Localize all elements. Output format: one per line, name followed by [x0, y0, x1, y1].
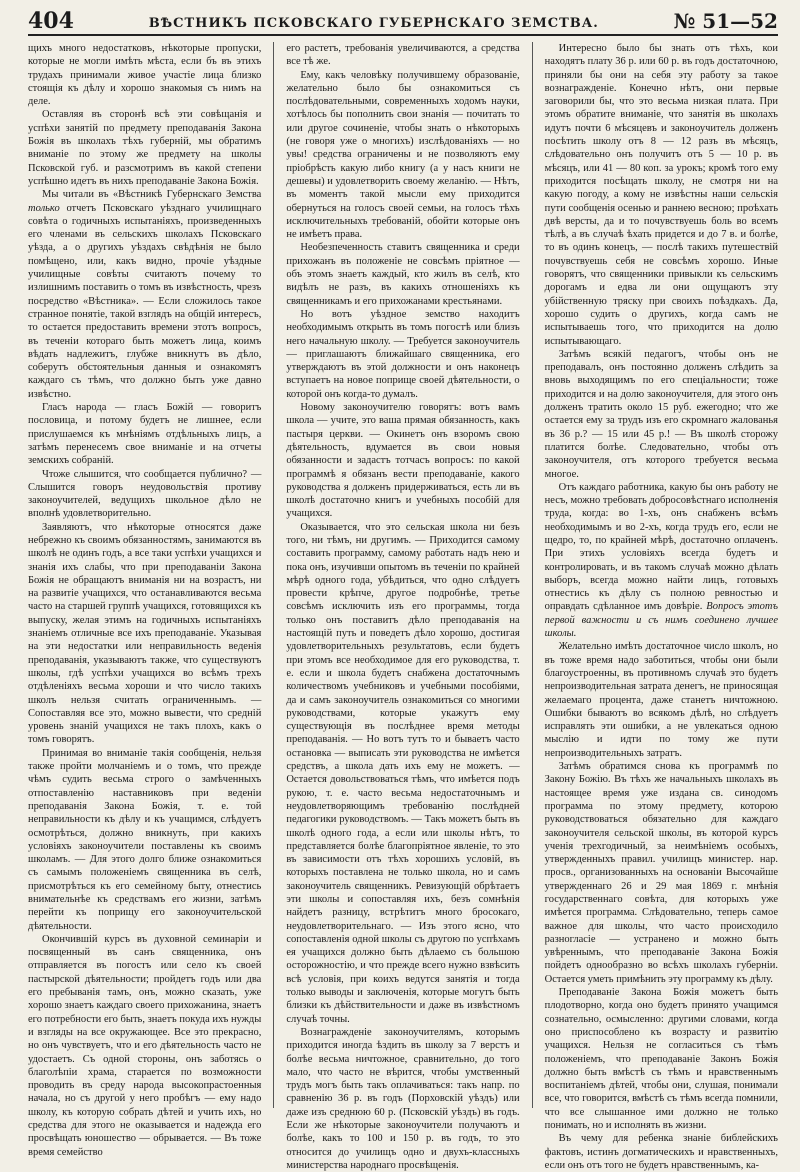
paragraph: Но вотъ уѣздное земство находитъ необходимымъ открыть въ томъ погостѣ или близъ него начальную школу. — Требуется законоучитель — приглашаютъ ближайшаго священника, его утверждаютъ въ этой должности и онъ наконецъ вступаетъ на новое поприще своей дѣятельности, о которой онъ когда-то думалъ.	[286, 308, 520, 400]
column-divider	[273, 42, 274, 1108]
paragraph: Мы читали въ «Вѣстникѣ Губернскаго Земства только отчетъ Псковскаго уѣзднаго училищнаго совѣта о годичныхъ испытаніяхъ, произведенныхъ его членами въ сельскихъ школахъ Псковскаго уѣзда, а о другихъ уѣздахъ свѣдѣнія не было помѣщено, или, какъ видно, прочіе уѣздные училищные совѣты считаютъ почему то излишнимъ поставить о томъ въ извѣстность, чрезъ посредство «Вѣстника». — Если сложилось такое странное понятіе, такой взглядъ на общій интересъ, то остается предоставить времени этотъ вопросъ, въ теченіи котораго быть можетъ лица, коимъ вѣдать надлежитъ, глубже вникнутъ въ дѣло, соберутъ обстоятельныя данныя и ознакомятъ каждаго съ тѣмъ, что должно быть уже давно извѣстно.	[28, 189, 262, 400]
issue-number: № 51—52	[673, 9, 778, 33]
paragraph: Гласъ народа — гласъ Божій — говоритъ пословица, и потому будетъ не лишнее, если прислушаемся къ мнѣніямъ отдѣльныхъ лицъ, а затѣмъ перенесемъ свое вниманіе и на отчеты земскихъ собраній.	[28, 402, 262, 467]
paragraph: Преподаваніе Закона Божія можетъ быть плодотворно, когда оно будетъ принято учащимся сознательно, осмысленно: другими словами, когда оно приспособлено къ возрасту и развитію учащихся. Нельзя не согласиться съ тѣмъ положеніемъ, что преподаваніе Законъ Божія должно быть вмѣстѣ съ тѣмъ и нравственнымъ воспитаніемъ дѣтей, чтобы они, слушая, понимали все, что говорится, вмѣстѣ съ тѣмъ всегда помнили, что все слышанное ими должно не только понимать, но и исполнять въ жизни.	[544, 987, 778, 1132]
column-2	[286, 42, 520, 1171]
paragraph: Вознагражденіе законоучителямъ, которымъ приходится иногда ѣздить въ школу за 7 верстъ и болѣе весьма ничтожное, сравнительно, до того мало, что часто не вѣрится, чтобы умственный трудъ могъ быть такъ оплачиваться: такъ напр. по сравненію 36 р. въ годъ (Порховскій уѣздъ) или даже изъ среднюю 60 р. (Псковскій уѣздъ) въ годъ. Если же нѣкоторые законоучители получаютъ и болѣе, какъ то 100 и 150 р. въ годъ, то это относится до училищъ одно и двухъ-классныхъ министерства народнаго просвѣщенія.	[286, 1026, 520, 1171]
paragraph: Оставляя въ сторонѣ всѣ эти совѣщанія и успѣхи занятій по предмету преподаванія Закона Божія въ школахъ тѣхъ губерній, мы обратимъ вниманіе по этому же предмету на школы Псковской губ. и разсмотримъ въ какой степени успѣшно идетъ въ нихъ преподаваніе Закона Божія.	[28, 109, 262, 187]
emphasized-word: только	[28, 202, 60, 214]
paragraph: Отъ каждаго работника, какую бы онъ работу не несъ, можно требовать добросовѣстнаго исполненія труда, когда: во 1-хъ, онъ снабженъ всѣмъ необходимымъ и во 2-хъ, когда трудъ его, если не щедро, то, по крайней мѣрѣ, достаточно оплаченъ. При этихъ условіяхъ всегда будетъ и контролировать, и въ такомъ случаѣ можно дѣлать выборъ, всегда можно найти лицъ, готовыхъ отнестись къ дѣлу съ полною ревностью и оправдать сдѣланное имъ довѣріе. Вопросъ этотъ первой важности и съ нимъ соединено лучшее школы.	[544, 481, 778, 640]
page-header	[28, 4, 778, 36]
paragraph: Окончившій курсъ въ духовной семинаріи и посвященный въ санъ священника, онъ отправляется въ погостъ или село къ своей пастырской дѣятельности; пройдетъ годъ или два его пребыванія тамъ, онъ, можно сказать, уже хорошо знаетъ каждаго своего прихожанина, знаетъ его потребности его быть, знаетъ покуда ихъ нужды и взгляды на все окружающее. Все это прекрасно, но онъ чувствуетъ, что и его дѣятельность часто не удостаетъ. Съ одной стороны, онъ заботясь о благолѣпіи храма, старается по возможности проводить въ среду народа высокопрастоенныя начала, но съ другой у него пробѣгъ — ему надо школу, къ которую собрать дѣтей и учить ихъ, но средства для этого не оказывается и надежда его просвѣщать юношество — обрывается. — Въ тоже время семейство	[28, 933, 262, 1158]
column-3	[544, 42, 778, 1171]
column-divider	[532, 42, 533, 1108]
paragraph: Оказывается, что это сельская школа ни безъ того, ни тѣмъ, ни другимъ. — Приходится самому составить программу, самому работать надъ нею и пока онъ, изучивши опытомъ въ теченіи по крайней мѣрѣ одного года, убѣдиться, что одно слѣдуетъ провести крѣпче, другое подробнѣе, третье совсѣмъ исключить изъ его программы, тогда только онъ поставитъ дѣло преподаванія на настоящій путь и поведетъ дѣло хорошо, достигая удовлетворительныхъ результатовъ, если будетъ при этомъ все необходимое для его руководства, т. е. если и школа будетъ снабжена достаточнымъ количествомъ учебниковъ и учебными пособіями, да и самъ законоучитель ознакомиться со многими руководствами, которые укажутъ ему существующія въ послѣднее время методы преподаванія. — Но вотъ тутъ то и бываетъ часто остановка — выписать эти руководства не имѣется средствъ, а школа дать ихъ ему не можетъ. — Остается довольствоваться тѣмъ, что имѣется подъ рукою, т. е. часто весьма недостаточнымъ и неудовлетворяющимъ требованію послѣдней педагогики руководствомъ. — Такъ можетъ быть въ школѣ одного года, а если или школы нѣтъ, то представляется болѣе благопріятное явленіе, то это въ зависимости отъ тѣхъ хорошихъ условій, въ которыхъ поставлена не только школа, но и самъ законоучитель священникъ. Ревизующій обрѣтаетъ эти школы и сопоставляя ихъ, безъ сомнѣнія найдетъ разницу, встрѣтитъ много бросокаго, неудовлетворительнаго. — Изъ этого ясно, что сопоставленія одной школы съ другою по успѣхамъ ея учащихся должно быть дѣлаемо съ большою осторожностію, и что прежде всего нужно взвѣсить всѣ условія, при коихъ ведутся занятія и тогда только выводы и заключенія, которые могутъ быть близки къ дѣйствительности и даже въ извѣстномъ случаѣ точны.	[286, 521, 520, 1025]
paragraph: Новому законоучителю говорятъ: вотъ вамъ школа — учите, это ваша прямая обязанность, какъ пастыря церкви. — Окинетъ онъ взоромъ свою дѣятельность, вдумается въ свои новыя обязанности и задастъ тотчасъ вопросъ: по какой программѣ я обязанъ вести преподаваніе, какого руководства я долженъ придерживаться, есть ли въ школѣ достаточно книгъ и учебныхъ пособій для учащихся.	[286, 402, 520, 520]
journal-title: ВѢСТНИКЪ ПСКОВСКАГО ГУБЕРНСКАГО ЗЕМСТВА.	[148, 16, 599, 31]
page-number: 404	[28, 8, 74, 34]
paragraph: Чтоже слышится, что сообщается публично? — Слышится говоръ неудовольствія противу законоучителей, ведущихъ школьное дѣло не вполнѣ удовлетворительно.	[28, 468, 262, 520]
paragraph: щихъ много недостатковъ, нѣкоторые пропуски, которые не могли имѣть мѣста, если бъ въ этихъ трудахъ принимали живое участіе лица близко стоящія къ дѣлу и хорошо знакомыя съ нимъ на деле.	[28, 43, 262, 108]
paragraph: Принимая во вниманіе такія сообщенія, нельзя также пройти молчаніемъ и о томъ, что прежде чѣмъ судить весьма строго о замѣченныхъ отпоставленію наставниковъ при веденіи преподаванія Закона Божія, т. е. той неправильности къ дѣлу и къ учащимся, слѣдуетъ осмотрѣться, должно вникнуть, при какихъ условіяхъ законоучители поставлены къ своимъ школамъ. — Для этого долго ближе ознакомиться съ самымъ положеніемъ священника въ селѣ, присмотрѣться къ его семейному быту, отнестись внимательнѣе къ средствамъ его жизни, затѣмъ перейти къ поприщу его законоучительской дѣятельности.	[28, 747, 262, 932]
emphasized-sentence: Вопросъ этотъ первой важности и съ нимъ соединено лучшее школы.	[544, 601, 778, 640]
column-1	[28, 42, 262, 1158]
paragraph: Заявляютъ, что нѣкоторые относятся даже небрежно къ своимъ обязанностямъ, занимаются въ школѣ не одинъ годъ, а все таки успѣхи учащихся и знанія ихъ слабы, что при преподаваніи Закона Божія не обращаютъ вниманія ни на возрастъ, ни на развитіе учащихся, что останавливаются весьма часто на старшей группѣ учащихся, готовящихся къ выпуску, желая этимъ на годичныхъ испытаніяхъ знаніемъ отличные все ихъ преподаваніе. Указывая на эти недостатки или неправильность веденія преподаванія, указываютъ также, что существуютъ школы, гдѣ успѣхи учащихся во всѣмъ трехъ отдѣленіяхъ весьма хороши и что число такихъ школъ нельзя считать ограниченнымъ. — Сопоставляя все это, можно вывести, что средній уровень знаній учащихся не такъ плохъ, какъ о томъ говорятъ.	[28, 521, 262, 746]
paragraph: Интересно было бы знать отъ тѣхъ, кои находятъ плату 36 р. или 60 р. въ годъ достаточною, приняли бы они на себя эту работу за такое вознагражденіе. Конечно нѣтъ, они первые заговорили бы, что это весьма низкая плата. При этомъ обратите вниманіе, что занятія въ школахъ идутъ почти 6 мѣсяцевъ и законоучитель долженъ посѣтить школу отъ 8 — 12 разъ въ мѣсяцъ, слѣдовательно онъ получитъ отъ 5 — 10 р. въ мѣсяцъ, или 41 — 80 коп. за урокъ; кромѣ того ему приходится посѣщать школу, не смотря ни на какую погоду, а кому не извѣстны наши сельскія пути сообщенія осенью и раннею весною; проѣхать двѣ версты, да и то почувствуешь боль во всемъ тѣлѣ, а въ случаѣ ѣхать придется и до 7 в. и болѣе, то въ одинъ конецъ, — послѣ такихъ путешествій почувствуешь себя не совсѣмъ хорошо. Иные говорятъ, что священники привыкли къ сельскимъ дорогамъ и едва ли они ощущаютъ эту убійственную тряску при своихъ поѣздкахъ. Да, хорошо судить о другихъ, когда самъ не испытываешь того, что приходится на долю испытывающаго.	[544, 43, 778, 347]
paragraph: Затѣмъ обратимся снова къ программѣ по Закону Божію. Въ тѣхъ же начальныхъ школахъ въ настоящее время уже издана св. синодомъ программа по этому предмету, которою руководствоваться обязательно для каждаго законоучителя сельской школы, въ которой курсъ ученія трехгодичный, за неимѣніемъ особыхъ, утвержденныхъ правил. училищъ министер. нар. просв., организованныхъ на основаніи Высочайше утвержденнаго 26 и 29 мая 1869 г. мнѣнія государственнаго совѣта, для которыхъ уже имѣется программа. Слѣдовательно, теперь самое важное для школы, что часто происходило разногласіе — устранено и можно быть увѣреннымъ, что преподаваніе Закона Божія пойдетъ однообразно во всѣхъ школахъ губерніи. Остается уметь примѣнить эту программу къ дѣлу.	[544, 761, 778, 985]
text-columns	[28, 42, 778, 1171]
paragraph: Въ чему для ребенка знаніе библейскихъ фактовъ, истинъ догматическихъ и нравственныхъ, если онъ отъ того не будетъ нравственнымъ, ка-	[544, 1133, 778, 1171]
paragraph: Желательно имѣть достаточное число школъ, но въ тоже время надо заботиться, чтобы они были благоустроенны, въ противномъ случаѣ это будетъ непроизводительная затрата денегъ, не приносящая желаемаго процента, даже станетъ ничтожною. Ошибки бываютъ во всякомъ дѣлѣ, но слѣдуетъ исправлять эти ошибки, а не увлекаться одною мыслію и идти по тому же пути непроизводительныхъ затратъ.	[544, 641, 778, 759]
paragraph: Необезпеченность ставитъ священника и среди прихожанъ въ положеніе не совсѣмъ пріятное — объ этомъ знаетъ каждый, кто жилъ въ селѣ, кто видѣлъ не разъ, въ какихъ отношеніяхъ къ священникамъ и его прихожанами крестьянами.	[286, 242, 520, 307]
paragraph: его растетъ, требованія увеличиваются, а средства все тѣ же.	[286, 43, 520, 68]
paragraph: Ему, какъ человѣку получившему образованіе, желательно было бы ознакомиться съ послѣдовательными, современныхъ ходомъ науки, хотѣлось бы пополнить свои знанія — почитать то или другое сочиненіе, чтобы знать о нѣкоторыхъ (не говоря уже о многихъ) изслѣдованіяхъ — но увы! средства ограничены и не позволяютъ ему пріобрѣсть какую либо книгу (а у насъ книги не дешевы) и удовлетворить своему желанію. — Нѣтъ, въ моментъ такой мысли ему приходится обернуться на голосъ своей семьи, на голосъ тѣхъ исключительныхъ требованій, обойти которые онъ не имѣетъ права.	[286, 69, 520, 241]
paragraph: Затѣмъ всякій педагогъ, чтобы онъ не преподавалъ, онъ постоянно долженъ слѣдить за вновь выходящимъ по его спеціальности; тоже приходится и на долю законоучителя, для этого онъ долженъ тратить около 15 руб. ежегодно; что же остается ему за трудъ изъ его скромнаго жалованья въ 36 р.? — 15 или 45 р.! — Въ школѣ сторожу платится болѣе. Следовательно, чтобы отъ законоучителя, отъ которого требуется весьма многое.	[544, 348, 778, 480]
